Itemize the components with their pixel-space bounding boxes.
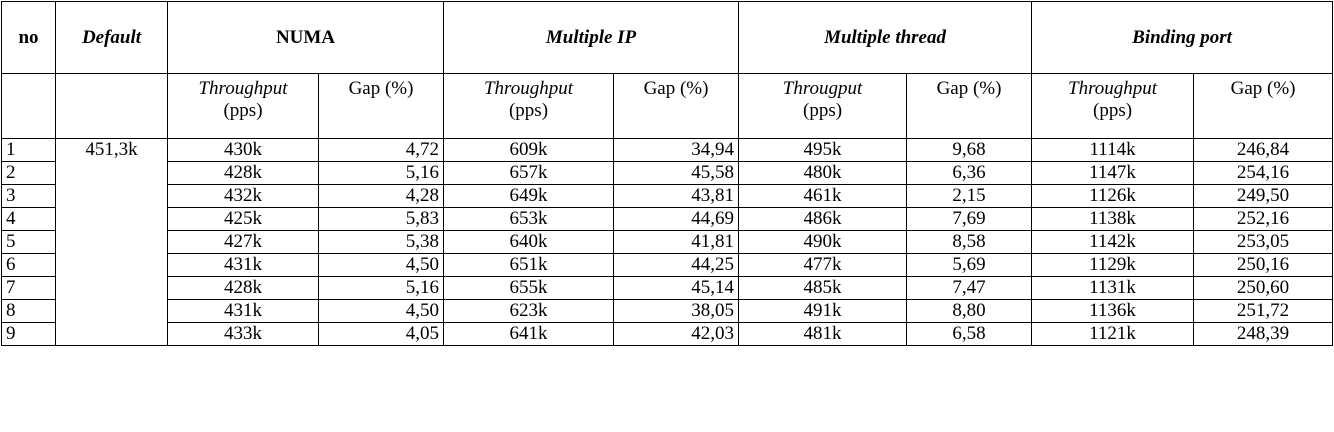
gap-cell: 4,50 [319,300,444,323]
results-table [1,1,1333,346]
gap-cell: 41,81 [614,231,739,254]
gap-cell: 2,15 [907,185,1032,208]
throughput-cell: 477k [739,254,907,277]
gap-cell: 248,39 [1194,323,1333,346]
throughput-cell: 1131k [1032,277,1194,300]
throughput-cell: 1129k [1032,254,1194,277]
throughput-unit: (pps) [803,100,843,121]
gap-cell: 7,69 [907,208,1032,231]
gap-cell: 38,05 [614,300,739,323]
row-number: 2 [2,162,56,185]
subheader-empty-no [2,74,56,139]
gap-cell: 253,05 [1194,231,1333,254]
gap-cell: 250,16 [1194,254,1333,277]
header-numa: NUMA [168,2,444,74]
subheader-row [2,74,1333,139]
gap-cell: 45,58 [614,162,739,185]
throughput-cell: 641k [444,323,614,346]
throughput-unit: (pps) [223,100,263,121]
gap-cell: 4,72 [319,139,444,162]
throughput-cell: 495k [739,139,907,162]
subheader-throughput [739,74,907,139]
throughput-unit: (pps) [508,100,549,121]
table-row [2,277,1333,300]
throughput-cell: 431k [168,254,319,277]
throughput-label: Throughput [198,78,288,99]
gap-cell: 252,16 [1194,208,1333,231]
gap-cell: 251,72 [1194,300,1333,323]
table-row [2,254,1333,277]
subheader-gap: Gap (%) [614,74,739,139]
gap-cell: 5,83 [319,208,444,231]
throughput-cell: 609k [444,139,614,162]
gap-cell: 254,16 [1194,162,1333,185]
header-no: no [2,2,56,74]
throughput-cell: 485k [739,277,907,300]
default-value: 451,3k [56,139,168,346]
throughput-cell: 430k [168,139,319,162]
throughput-cell: 651k [444,254,614,277]
table-row [2,323,1333,346]
gap-cell: 249,50 [1194,185,1333,208]
gap-cell: 4,28 [319,185,444,208]
gap-cell: 34,94 [614,139,739,162]
header-multiple-thread: Multiple thread [739,2,1032,74]
throughput-cell: 433k [168,323,319,346]
throughput-cell: 427k [168,231,319,254]
throughput-cell: 1121k [1032,323,1194,346]
throughput-cell: 640k [444,231,614,254]
gap-cell: 8,58 [907,231,1032,254]
row-number: 7 [2,277,56,300]
subheader-empty-default [56,74,168,139]
throughput-cell: 649k [444,185,614,208]
gap-cell: 9,68 [907,139,1032,162]
gap-cell: 45,14 [614,277,739,300]
throughput-label: Throughput [483,78,574,99]
throughput-label: Throughput [1068,78,1158,99]
table-row [2,300,1333,323]
throughput-cell: 428k [168,162,319,185]
gap-cell: 5,69 [907,254,1032,277]
gap-cell: 8,80 [907,300,1032,323]
subheader-throughput [1032,74,1194,139]
gap-cell: 6,36 [907,162,1032,185]
throughput-cell: 1126k [1032,185,1194,208]
throughput-cell: 480k [739,162,907,185]
row-number: 6 [2,254,56,277]
gap-cell: 4,05 [319,323,444,346]
throughput-cell: 655k [444,277,614,300]
throughput-cell: 490k [739,231,907,254]
gap-cell: 44,25 [614,254,739,277]
subheader-throughput [444,74,614,139]
throughput-cell: 431k [168,300,319,323]
row-number: 9 [2,323,56,346]
throughput-cell: 1138k [1032,208,1194,231]
subheader-gap: Gap (%) [1194,74,1333,139]
throughput-cell: 486k [739,208,907,231]
gap-cell: 7,47 [907,277,1032,300]
throughput-cell: 1147k [1032,162,1194,185]
row-number: 8 [2,300,56,323]
gap-cell: 6,58 [907,323,1032,346]
gap-cell: 4,50 [319,254,444,277]
throughput-cell: 481k [739,323,907,346]
table-row [2,162,1333,185]
gap-cell: 5,38 [319,231,444,254]
throughput-cell: 491k [739,300,907,323]
gap-cell: 5,16 [319,277,444,300]
throughput-cell: 1142k [1032,231,1194,254]
throughput-cell: 1136k [1032,300,1194,323]
subheader-gap: Gap (%) [319,74,444,139]
row-number: 5 [2,231,56,254]
table-row [2,231,1333,254]
row-number: 4 [2,208,56,231]
throughput-cell: 657k [444,162,614,185]
throughput-cell: 623k [444,300,614,323]
gap-cell: 246,84 [1194,139,1333,162]
gap-cell: 250,60 [1194,277,1333,300]
header-binding-port: Binding port [1032,2,1333,74]
table-row [2,139,1333,162]
row-number: 3 [2,185,56,208]
subheader-throughput [168,74,319,139]
row-number: 1 [2,139,56,162]
throughput-unit: (pps) [1093,100,1133,121]
gap-cell: 42,03 [614,323,739,346]
gap-cell: 5,16 [319,162,444,185]
throughput-cell: 1114k [1032,139,1194,162]
table-row [2,185,1333,208]
throughput-label: Througput [782,78,863,99]
gap-cell: 44,69 [614,208,739,231]
throughput-cell: 461k [739,185,907,208]
throughput-cell: 653k [444,208,614,231]
header-multiple-ip: Multiple IP [444,2,739,74]
throughput-cell: 425k [168,208,319,231]
subheader-gap: Gap (%) [907,74,1032,139]
throughput-cell: 428k [168,277,319,300]
throughput-cell: 432k [168,185,319,208]
gap-cell: 43,81 [614,185,739,208]
header-default: Default [56,2,168,74]
table-row [2,208,1333,231]
table-body [2,139,1333,346]
header-row [2,2,1333,74]
